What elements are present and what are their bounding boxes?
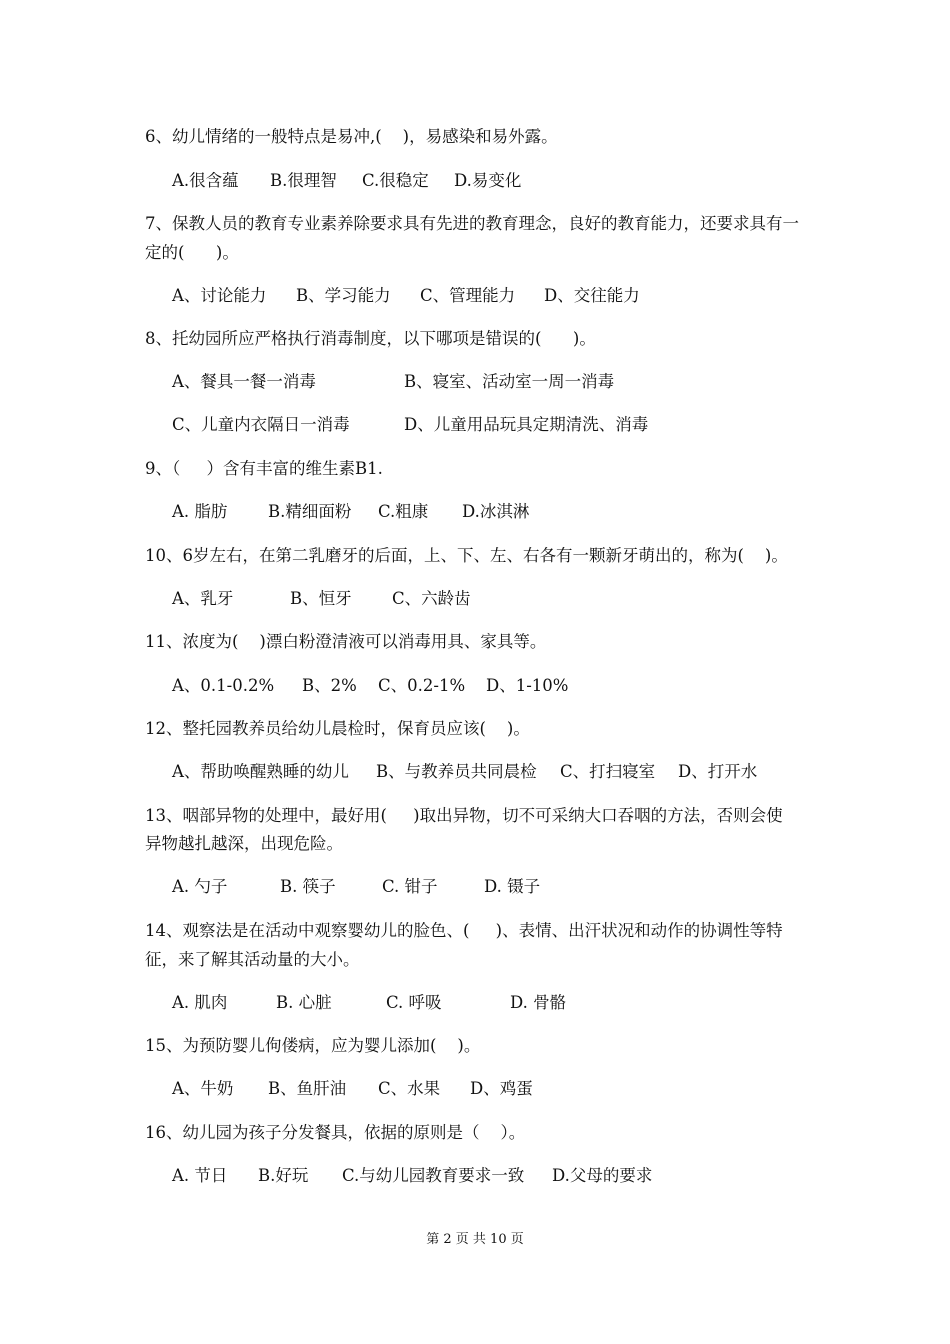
option-b: B、寝室、活动室一周一消毒 xyxy=(404,372,615,391)
option-a: A、餐具一餐一消毒 xyxy=(172,372,316,391)
option-b: B. 筷子 xyxy=(280,877,336,896)
question-13-line-2: 异物越扎越深，出现危险。 xyxy=(145,834,343,853)
option-c: C、六龄齿 xyxy=(392,589,471,608)
option-c: C、打扫寝室 xyxy=(560,762,656,781)
option-d: D. 骨骼 xyxy=(510,993,567,1012)
question-8-options-row-2 xyxy=(172,415,648,435)
option-c: C. 钳子 xyxy=(382,877,438,896)
option-c: C. 呼吸 xyxy=(386,993,442,1012)
option-b: B、学习能力 xyxy=(296,286,391,305)
option-b: B.很理智 xyxy=(270,171,337,190)
option-a: A. 勺子 xyxy=(172,877,228,896)
option-b: B、鱼肝油 xyxy=(268,1079,347,1098)
option-c: C.与幼儿园教育要求一致 xyxy=(342,1166,525,1185)
question-7-line-1: 7、保教人员的教育专业素养除要求具有先进的教育理念，良好的教育能力，还要求具有一 xyxy=(145,214,799,233)
question-6-options xyxy=(172,171,521,191)
option-b: B.好玩 xyxy=(258,1166,309,1185)
question-11-options xyxy=(172,676,568,696)
option-d: D.易变化 xyxy=(454,171,522,190)
option-a: A. 肌肉 xyxy=(172,993,228,1012)
option-a: A. 脂肪 xyxy=(172,502,228,521)
option-a: A.很含蕴 xyxy=(172,171,239,190)
option-b: B. 心脏 xyxy=(276,993,332,1012)
question-9: 9、（ ）含有丰富的维生素B1. xyxy=(145,459,383,478)
option-d: D、鸡蛋 xyxy=(470,1079,533,1098)
option-a: A、讨论能力 xyxy=(172,286,267,305)
question-15: 15、为预防婴儿佝偻病，应为婴儿添加( )。 xyxy=(145,1036,481,1055)
option-a: A、乳牙 xyxy=(172,589,234,608)
option-a: A、牛奶 xyxy=(172,1079,234,1098)
question-6: 6、幼儿情绪的一般特点是易冲,( )，易感染和易外露。 xyxy=(145,127,558,146)
option-a: A. 节日 xyxy=(172,1166,228,1185)
option-d: D、打开水 xyxy=(678,762,758,781)
question-15-options xyxy=(172,1079,533,1099)
question-14-line-1: 14、观察法是在活动中观察婴幼儿的脸色、( )、表情、出汗状况和动作的协调性等特 xyxy=(145,921,783,940)
question-12-options xyxy=(172,762,757,782)
question-13-options xyxy=(172,877,540,897)
option-d: D、交往能力 xyxy=(544,286,640,305)
question-16: 16、幼儿园为孩子分发餐具，依据的原则是（ ）。 xyxy=(145,1123,526,1142)
question-13-line-1: 13、咽部异物的处理中，最好用( )取出异物，切不可采纳大口吞咽的方法，否则会使 xyxy=(145,806,783,825)
option-c: C.粗康 xyxy=(378,502,429,521)
question-10-options xyxy=(172,589,471,609)
option-b: B、与教养员共同晨检 xyxy=(376,762,537,781)
question-7-line-2: 定的( )。 xyxy=(145,243,239,262)
option-d: D.冰淇淋 xyxy=(462,502,530,521)
option-d: D、1-10% xyxy=(486,676,569,695)
question-7-options xyxy=(172,286,640,306)
question-8: 8、托幼园所应严格执行消毒制度，以下哪项是错误的( )。 xyxy=(145,329,596,348)
option-d: D、儿童用品玩具定期清洗、消毒 xyxy=(404,415,649,434)
question-16-options xyxy=(172,1166,652,1186)
option-a: A、0.1-0.2% xyxy=(172,676,275,695)
option-b: B、恒牙 xyxy=(290,589,352,608)
option-c: C、管理能力 xyxy=(420,286,516,305)
option-c: C、水果 xyxy=(378,1079,441,1098)
option-a: A、帮助唤醒熟睡的幼儿 xyxy=(172,762,349,781)
page-footer: 第 2 页 共 10 页 xyxy=(426,1232,524,1247)
question-11: 11、浓度为( )漂白粉澄清液可以消毒用具、家具等。 xyxy=(145,632,547,651)
option-c: C、0.2-1% xyxy=(378,676,466,695)
question-10: 10、6岁左右，在第二乳磨牙的后面，上、下、左、右各有一颗新牙萌出的，称为( )。 xyxy=(145,546,788,565)
option-d: D.父母的要求 xyxy=(552,1166,653,1185)
option-b: B.精细面粉 xyxy=(268,502,352,521)
question-14-options xyxy=(172,993,566,1013)
option-c: C、儿童内衣隔日一消毒 xyxy=(172,415,350,434)
question-12: 12、整托园教养员给幼儿晨检时，保育员应该( )。 xyxy=(145,719,530,738)
question-9-options xyxy=(172,502,529,522)
question-8-options-row-1 xyxy=(172,372,614,392)
question-14-line-2: 征，来了解其活动量的大小。 xyxy=(145,950,360,969)
option-c: C.很稳定 xyxy=(362,171,429,190)
option-b: B、2% xyxy=(302,676,357,695)
option-d: D. 镊子 xyxy=(484,877,541,896)
